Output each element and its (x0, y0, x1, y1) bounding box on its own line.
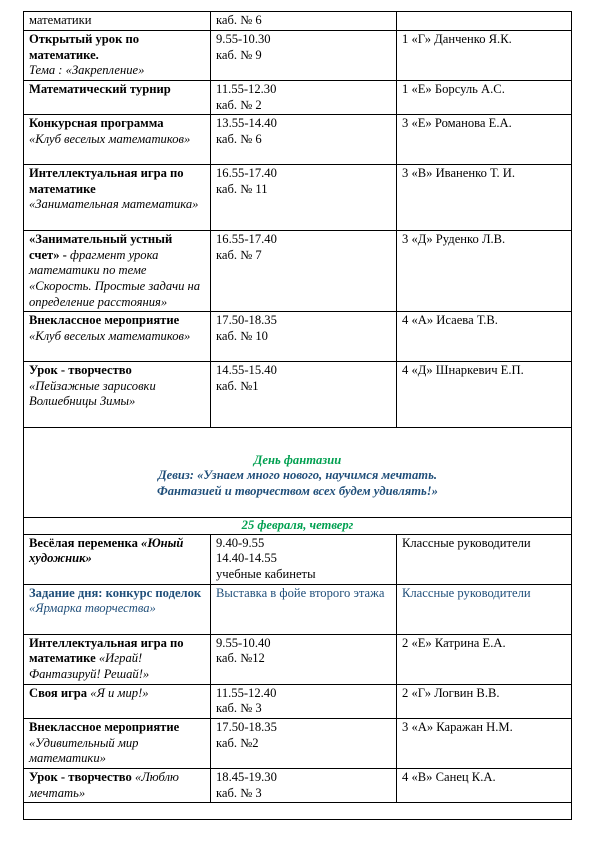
event-subtitle: Тема : «Закрепление» (29, 63, 145, 78)
responsible-text: 1 «Г» Данченко Я.К. (402, 32, 512, 46)
time-cell (211, 231, 397, 312)
room-text: каб. № 6 (216, 13, 262, 27)
table-row (24, 534, 572, 584)
event-cell (24, 231, 211, 312)
event-title: Задание дня: конкурс поделок (29, 585, 202, 600)
responsible-cell (397, 362, 572, 428)
event-subtitle: «Занимательная математика» (29, 197, 199, 212)
time-text: 9.55-10.30 (216, 32, 271, 46)
responsible-cell (397, 231, 572, 312)
empty-row-cell (24, 803, 572, 820)
room-text: каб. № 2 (216, 97, 262, 112)
event-subtitle: «Ярмарка творчества» (29, 601, 156, 616)
time-text: 14.40-14.55 (216, 551, 277, 566)
motto-line-1: Девиз: «Узнаем много нового, научимся мечтать. (158, 468, 437, 483)
room-text: каб. № 10 (216, 328, 268, 343)
event-title: Урок - творчество (29, 769, 132, 784)
event-subtitle: «Юный художник» (29, 535, 184, 566)
event-subtitle: «Клуб веселых математиков» (29, 131, 191, 146)
table-row (24, 428, 572, 518)
event-subtitle: «Играй! Фантазируй! Решай!» (29, 651, 150, 681)
responsible-text: 2 «Г» Логвин В.В. (402, 685, 500, 700)
event-subtitle: «Пейзажные зарисовки Волшебницы Зимы» (29, 378, 156, 409)
room-text: каб. №12 (216, 651, 265, 666)
time-cell (211, 12, 397, 31)
time-text: 13.55-14.40 (216, 116, 277, 131)
responsible-cell (397, 768, 572, 802)
event-title: Интеллектуальная игра по математике (29, 166, 184, 196)
time-cell (211, 81, 397, 115)
responsible-cell (397, 684, 572, 718)
responsible-text: 3 «А» Каражан Н.М. (402, 719, 513, 734)
event-title: Открытый урок по математике. (29, 32, 140, 62)
event-title: Урок - творчество (29, 363, 132, 378)
event-title: «Занимательный устный счет» - (29, 232, 173, 262)
motto-line-2: Фантазией и творчеством всех будем удивлять!» (157, 483, 438, 498)
time-text: 17.50-18.35 (216, 719, 277, 734)
responsible-cell (397, 165, 572, 231)
table-row (24, 231, 572, 312)
time-cell (211, 362, 397, 428)
time-cell (211, 534, 397, 584)
table-row (24, 12, 572, 31)
event-subtitle: «Я и мир!» (90, 685, 149, 700)
responsible-text: 3 «Д» Руденко Л.В. (402, 232, 506, 247)
responsible-text: 2 «Е» Катрина Е.А. (402, 635, 506, 650)
room-text: каб. № 11 (216, 181, 268, 196)
event-subtitle: «Люблю мечтать» (29, 769, 179, 800)
table-row (24, 362, 572, 428)
time-text: 11.55-12.40 (216, 685, 277, 700)
room-text: каб. № 6 (216, 131, 262, 146)
day-theme-title: День фантазии (253, 452, 342, 467)
time-text: 16.55-17.40 (216, 166, 277, 181)
event-cell (24, 12, 211, 31)
event-cell (24, 584, 211, 634)
event-title: Своя игра (29, 685, 88, 700)
table-row (24, 803, 572, 820)
responsible-cell (397, 81, 572, 115)
time-text: 11.55-12.30 (216, 82, 277, 96)
event-cell (24, 534, 211, 584)
room-text: каб. № 3 (216, 785, 262, 800)
time-cell (211, 584, 397, 634)
event-cell (24, 312, 211, 362)
time-text: 18.45-19.30 (216, 769, 277, 784)
date-heading (24, 518, 572, 535)
time-cell (211, 718, 397, 768)
room-text: каб. № 9 (216, 47, 262, 62)
table-row (24, 768, 572, 802)
event-cell (24, 165, 211, 231)
event-cell (24, 81, 211, 115)
room-text: каб. №1 (216, 378, 259, 393)
room-text: каб. № 3 (216, 701, 262, 716)
time-cell (211, 684, 397, 718)
event-cell (24, 362, 211, 428)
time-cell (211, 768, 397, 802)
place-text: Выставка в фойе второго этажа (216, 585, 385, 600)
event-title: Математический турнир (29, 82, 171, 96)
event-cell (24, 684, 211, 718)
table-row (24, 684, 572, 718)
responsible-text: 3 «В» Иваненко Т. И. (402, 166, 516, 181)
table-row (24, 718, 572, 768)
event-title: Конкурсная программа (29, 116, 164, 131)
responsible-cell (397, 634, 572, 684)
table-row (24, 634, 572, 684)
event-cell (24, 718, 211, 768)
time-cell (211, 31, 397, 81)
time-cell (211, 634, 397, 684)
table-row (24, 31, 572, 81)
responsible-text: 3 «Е» Романова Е.А. (402, 116, 512, 131)
time-text: 17.50-18.35 (216, 313, 277, 328)
responsible-cell (397, 115, 572, 165)
event-title: математики (29, 13, 92, 27)
responsible-text: 4 «Д» Шнаркевич Е.П. (402, 363, 524, 378)
room-text: каб. № 7 (216, 247, 262, 262)
event-subtitle: «Удивительный мир математики» (29, 735, 139, 766)
event-subtitle: «Клуб веселых математиков» (29, 328, 191, 343)
time-text: 14.55-15.40 (216, 363, 277, 378)
time-cell (211, 165, 397, 231)
responsible-text: 1 «Е» Борсуль А.С. (402, 82, 505, 96)
event-cell (24, 634, 211, 684)
time-text: 9.40-9.55 (216, 535, 265, 550)
event-cell (24, 115, 211, 165)
responsible-text: Классные руководители (402, 535, 531, 550)
responsible-cell (397, 718, 572, 768)
time-cell (211, 312, 397, 362)
event-title: Интеллектуальная игра по математике (29, 635, 184, 666)
table-row (24, 312, 572, 362)
table-row (24, 518, 572, 535)
event-title: Весёлая переменка (29, 535, 138, 550)
table-row (24, 165, 572, 231)
room-text: каб. №2 (216, 735, 259, 750)
responsible-cell (397, 31, 572, 81)
room-text: учебные кабинеты (216, 566, 316, 581)
table-row (24, 584, 572, 634)
responsible-text: Классные руководители (402, 585, 531, 600)
event-title: Внеклассное мероприятие (29, 313, 180, 328)
responsible-cell (397, 584, 572, 634)
responsible-cell (397, 534, 572, 584)
event-subtitle: фрагмент урока математики по теме «Скорость. Простые задачи на определение расстояния» (29, 247, 201, 309)
responsible-text: 4 «В» Санец К.А. (402, 769, 496, 784)
day-theme-banner (24, 428, 572, 518)
responsible-cell (397, 12, 572, 31)
responsible-cell (397, 312, 572, 362)
schedule-table (23, 11, 572, 820)
date-heading-text: 25 февраля, четверг (241, 518, 354, 533)
responsible-text: 4 «А» Исаева Т.В. (402, 313, 498, 328)
event-title: Внеклассное мероприятие (29, 719, 180, 734)
time-cell (211, 115, 397, 165)
time-text: 16.55-17.40 (216, 232, 277, 247)
time-text: 9.55-10.40 (216, 635, 271, 650)
event-cell (24, 768, 211, 802)
event-cell (24, 31, 211, 81)
table-row (24, 115, 572, 165)
table-row (24, 81, 572, 115)
